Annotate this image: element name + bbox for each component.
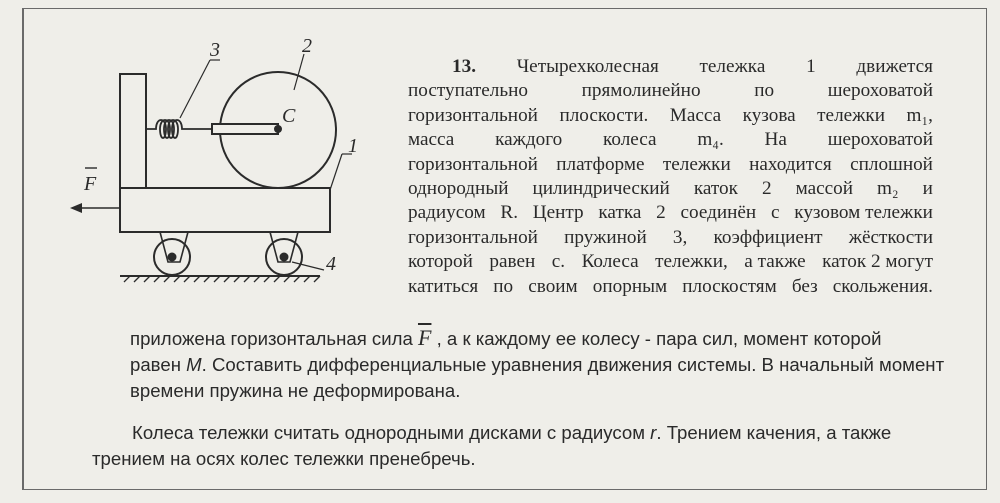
label-3: 3 <box>210 39 220 61</box>
axle-rod <box>212 124 278 134</box>
cont-line-3: времени пружина не деформирована. <box>130 380 461 401</box>
problem-line-7: радиусом R. Центр катка 2 соединён с кузовом тележки <box>408 202 933 224</box>
problem-line-2: поступательно прямолинейно по шероховатой <box>408 80 933 102</box>
spring <box>146 120 212 138</box>
continuation-text <box>130 325 945 404</box>
problem-text <box>408 55 933 299</box>
label-2: 2 <box>302 35 312 57</box>
cart-post <box>120 74 146 188</box>
problem-line-4: масса каждого колеса m₄. На шероховатой <box>408 129 933 151</box>
cart-platform <box>120 188 330 232</box>
mechanism-figure <box>60 30 410 295</box>
problem-line-1: 13. Четырехколесная тележка 1 движется <box>452 56 933 77</box>
cont-line-2: равен M. Составить дифференциальные уравнения движения системы. В начальный момент <box>130 354 945 375</box>
problem-line-10: катиться по своим опорным плоскостям без скольжения. <box>408 275 933 297</box>
label-force: F <box>84 173 97 195</box>
problem-line-6: однородный цилиндрический каток 2 массой m₂ и <box>408 178 933 200</box>
cont-line-1: приложена горизонтальная сила $\overline{F}$ , а к каждому ее колесу - пара сил, момент которой <box>130 325 882 350</box>
label-1: 1 <box>348 135 358 157</box>
label-c: C <box>282 105 296 127</box>
label-4: 4 <box>326 253 336 275</box>
problem-line-9: которой равен c. Колеса тележки, а также каток 2 могут <box>408 251 933 273</box>
p2-line-1: Колеса тележки считать однородными дисками с радиусом r. Трением качения, а также <box>132 422 892 443</box>
problem-line-3: горизонтальной плоскости. Масса кузова тележки m₁, <box>408 104 933 126</box>
second-paragraph <box>92 420 932 472</box>
p2-line-2: трением на осях колес тележки пренебречь. <box>92 448 476 469</box>
problem-line-5: горизонтальной платформе тележки находится сплошной <box>408 153 933 175</box>
problem-line-8: горизонтальной пружиной 3, коэффициент жёсткости <box>408 226 933 248</box>
